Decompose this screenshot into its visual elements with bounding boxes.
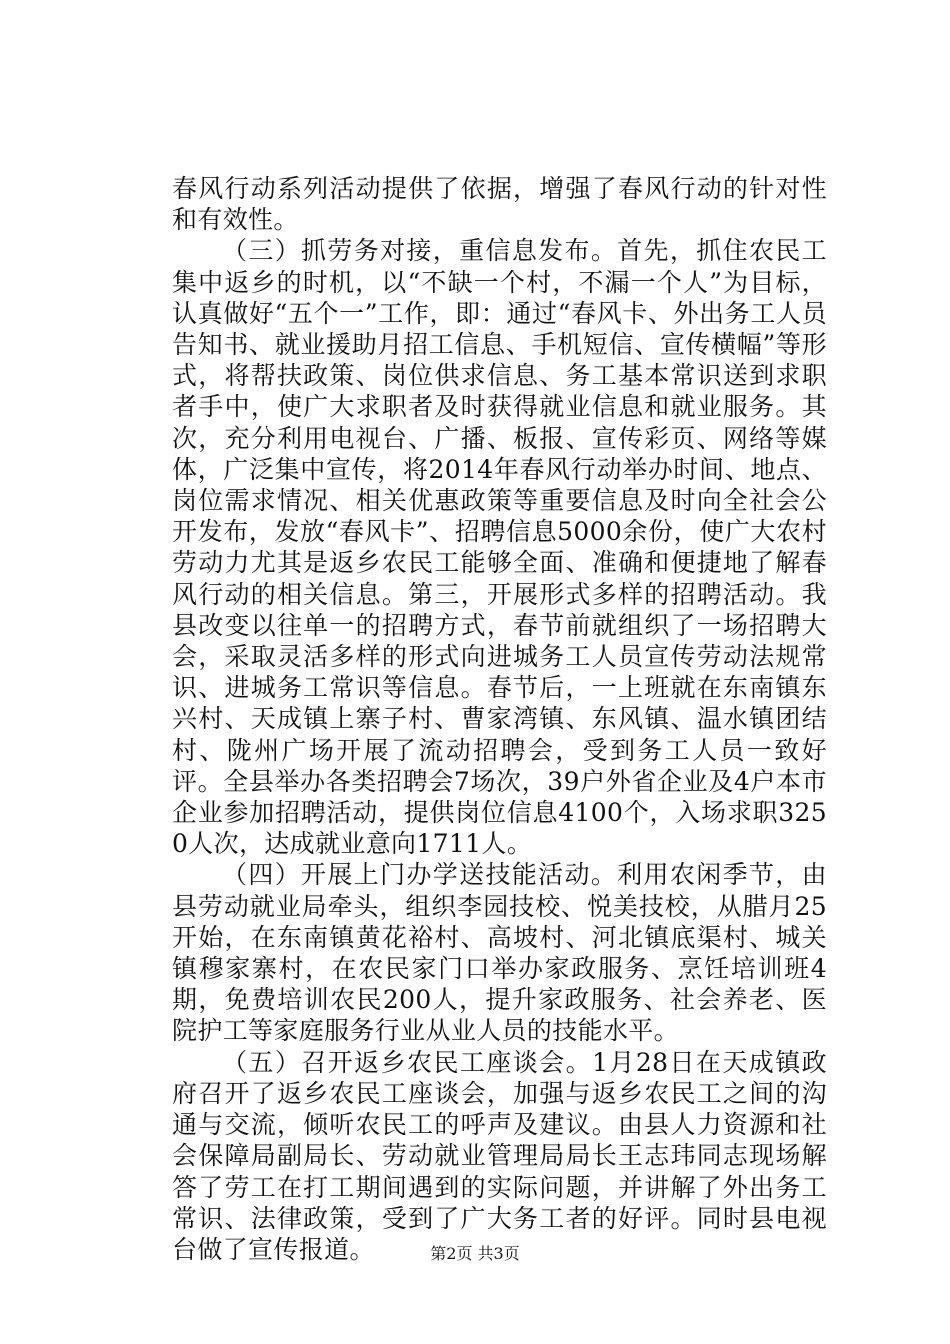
paragraph-section-three: （三）抓劳务对接，重信息发布。首先，抓住农民工集中返乡的时机，以“不缺一个村，不漏一个人”为目标，认真做好“五个一”工作，即：通过“春风卡、外出务工人员告知书、就业援助月招工信息、手机短信、宣传横幅”等形式，将帮扶政策、岗位供求信息、务工基本常识送到求职者手中，使广大求职者及时获得就业信息和就业服务。其次，充分利用电视台、广播、板报、宣传彩页、网络等媒体，广泛集中宣传，将2014年春风行动举办时间、地点、岗位需求情况、相关优惠政策等重要信息及时向全社会公开发布，发放“春风卡”、招聘信息5000余份，使广大农村劳动力尤其是返乡农民工能够全面、准确和便捷地了解春风行动的相关信息。第三，开展形式多样的招聘活动。我县改变以往单一的招聘方式，春节前就组织了一场招聘大会，采取灵活多样的形式向进城务工人员宣传劳动法规常识、进城务工常识等信息。春节后，一上班就在东南镇东兴村、天成镇上寨子村、曹家湾镇、东风镇、温水镇团结村、陇州广场开展了流动招聘会，受到务工人员一致好评。全县举办各类招聘会7场次，39户外省企业及4户本市企业参加招聘活动，提供岗位信息4100个，入场求职3250人次，达成就业意向1711人。: [172, 236, 827, 859]
page-footer: 第2页 共3页: [430, 1244, 520, 1263]
paragraph-section-four: （四）开展上门办学送技能活动。利用农闲季节，由县劳动就业局牵头，组织李园技校、悦美技校，从腊月25开始，在东南镇黄花裕村、高坡村、河北镇底渠村、城关镇穆家寨村，在农民家门口举办家政服务、烹饪培训班4期，免费培训农民200人，提升家政服务、社会养老、医院护工等家庭服务行业从业人员的技能水平。: [172, 860, 827, 1046]
paragraph-section-five: （五）召开返乡农民工座谈会。1月28日在天成镇政府召开了返乡农民工座谈会，加强与返乡农民工之间的沟通与交流，倾听农民工的呼声及建议。由县人力资源和社会保障局副局长、劳动就业管理局局长王志玮同志现场解答了劳工在打工期间遇到的实际问题，并讲解了外出务工常识、法律政策，受到了广大务工者的好评。同时县电视台做了宣传报道。: [172, 1047, 827, 1264]
paragraph-continuation: 春风行动系列活动提供了依据，增强了春风行动的针对性和有效性。: [172, 174, 827, 235]
body-text: [172, 173, 827, 1265]
